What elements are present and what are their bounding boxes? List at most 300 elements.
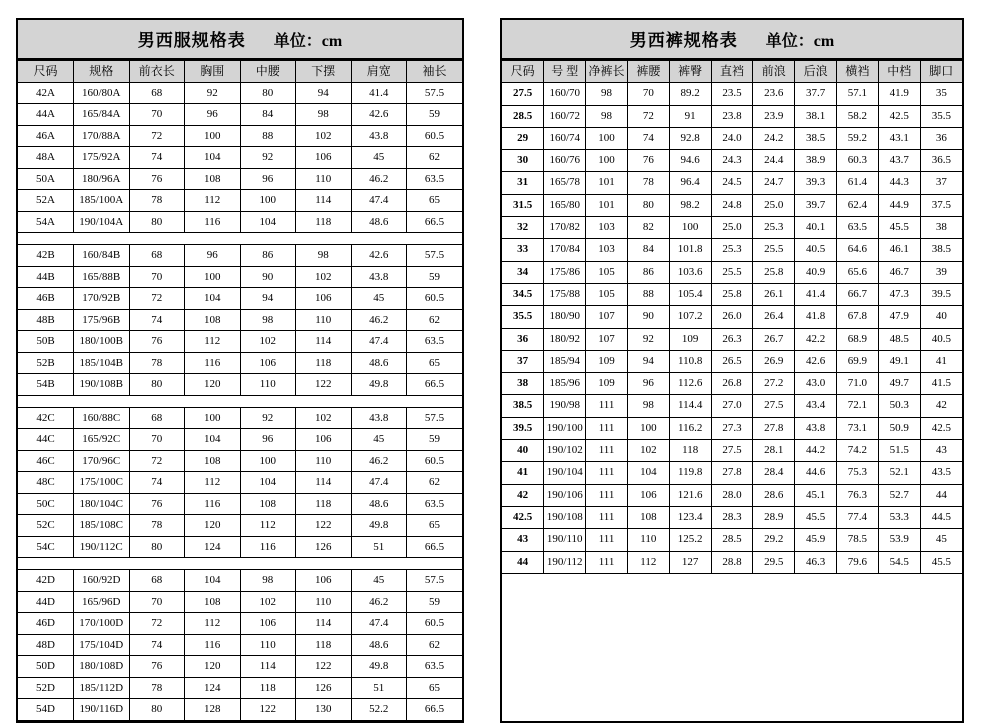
table-cell: 37.5: [920, 194, 962, 216]
table-cell: 98: [240, 309, 296, 331]
table-cell: 44A: [18, 104, 74, 126]
table-row: [502, 261, 962, 283]
table-cell: 26.9: [753, 350, 795, 372]
col-header: 尺码: [502, 61, 544, 83]
table-cell: 46.7: [878, 261, 920, 283]
table-cell: 57.1: [837, 83, 879, 105]
table-cell: 190/104A: [74, 211, 130, 233]
trouser-spec-table: [502, 60, 962, 574]
table-cell: 77.4: [837, 506, 879, 528]
table-row: [18, 536, 462, 558]
table-row: [502, 172, 962, 194]
group-spacer-cell: [18, 558, 462, 570]
table-cell: 42C: [18, 407, 74, 429]
table-cell: 190/108: [544, 506, 586, 528]
size-cell: 38: [502, 373, 544, 395]
table-cell: 57.5: [407, 245, 463, 267]
size-cell: 37: [502, 350, 544, 372]
size-cell: 33: [502, 239, 544, 261]
table-cell: 66.5: [407, 699, 463, 721]
table-cell: 122: [296, 656, 352, 678]
table-cell: 82: [627, 217, 669, 239]
size-cell: 41: [502, 462, 544, 484]
table-cell: 54B: [18, 374, 74, 396]
table-cell: 26.7: [753, 328, 795, 350]
table-cell: 190/112: [544, 551, 586, 573]
table-cell: 80: [129, 211, 185, 233]
table-cell: 48.6: [351, 352, 407, 374]
size-cell: 30: [502, 150, 544, 172]
table-cell: 65: [407, 515, 463, 537]
table-cell: 104: [240, 211, 296, 233]
table-cell: 57.5: [407, 407, 463, 429]
table-cell: 96: [240, 429, 296, 451]
size-cell: 32: [502, 217, 544, 239]
table-cell: 78: [129, 190, 185, 212]
group-spacer: [18, 233, 462, 245]
table-cell: 35.5: [920, 105, 962, 127]
table-cell: 160/76: [544, 150, 586, 172]
table-cell: 90: [240, 266, 296, 288]
table-cell: 94: [240, 288, 296, 310]
table-cell: 42.5: [920, 417, 962, 439]
table-cell: 185/112D: [74, 677, 130, 699]
table-cell: 80: [129, 374, 185, 396]
col-header: 裤臀: [669, 61, 711, 83]
table-cell: 52D: [18, 677, 74, 699]
table-row: [18, 352, 462, 374]
table-cell: 46A: [18, 125, 74, 147]
table-cell: 110.8: [669, 350, 711, 372]
table-cell: 28.6: [753, 484, 795, 506]
table-cell: 29.2: [753, 529, 795, 551]
table-header-row: [502, 61, 962, 83]
table-cell: 49.1: [878, 350, 920, 372]
size-cell: 38.5: [502, 395, 544, 417]
table-cell: 48.5: [878, 328, 920, 350]
table-cell: 47.4: [351, 613, 407, 635]
table-cell: 180/90: [544, 306, 586, 328]
table-row: [502, 328, 962, 350]
table-row: [18, 288, 462, 310]
table-cell: 180/92: [544, 328, 586, 350]
table-cell: 44C: [18, 429, 74, 451]
table-cell: 66.5: [407, 536, 463, 558]
size-cell: 27.5: [502, 83, 544, 105]
table-cell: 60.5: [407, 613, 463, 635]
table-cell: 45: [920, 529, 962, 551]
table-cell: 28.0: [711, 484, 753, 506]
table-cell: 94: [296, 82, 352, 104]
table-cell: 57.5: [407, 570, 463, 592]
table-cell: 72: [129, 613, 185, 635]
table-cell: 80: [627, 194, 669, 216]
table-cell: 29.5: [753, 551, 795, 573]
table-cell: 100: [185, 407, 241, 429]
table-row: [502, 462, 962, 484]
table-cell: 116.2: [669, 417, 711, 439]
table-cell: 68: [129, 570, 185, 592]
table-cell: 78: [129, 515, 185, 537]
group-spacer-cell: [18, 395, 462, 407]
table-cell: 63.5: [407, 168, 463, 190]
table-cell: 106: [627, 484, 669, 506]
table-cell: 36.5: [920, 150, 962, 172]
table-cell: 45.9: [795, 529, 837, 551]
table-cell: 107.2: [669, 306, 711, 328]
table-cell: 116: [185, 493, 241, 515]
table-cell: 24.4: [753, 150, 795, 172]
col-header: 脚口: [920, 61, 962, 83]
table-cell: 42D: [18, 570, 74, 592]
table-cell: 62.4: [837, 194, 879, 216]
table-cell: 111: [586, 484, 628, 506]
table-row: [18, 570, 462, 592]
table-cell: 51.5: [878, 440, 920, 462]
table-cell: 54D: [18, 699, 74, 721]
col-header: 肩宽: [351, 61, 407, 83]
table-cell: 80: [240, 82, 296, 104]
trouser-title-text: 男西裤规格表: [629, 31, 738, 50]
table-cell: 44D: [18, 591, 74, 613]
table-cell: 112: [185, 472, 241, 494]
table-cell: 160/80A: [74, 82, 130, 104]
table-cell: 78: [129, 677, 185, 699]
table-cell: 27.3: [711, 417, 753, 439]
table-cell: 62: [407, 309, 463, 331]
table-cell: 24.8: [711, 194, 753, 216]
table-cell: 78.5: [837, 529, 879, 551]
table-cell: 24.5: [711, 172, 753, 194]
table-row: [18, 472, 462, 494]
table-cell: 23.9: [753, 105, 795, 127]
table-cell: 45: [351, 429, 407, 451]
table-cell: 79.6: [837, 551, 879, 573]
table-cell: 66.5: [407, 211, 463, 233]
table-cell: 100: [240, 190, 296, 212]
table-cell: 42.6: [351, 104, 407, 126]
table-cell: 40.5: [920, 328, 962, 350]
size-cell: 31: [502, 172, 544, 194]
table-cell: 46.2: [351, 309, 407, 331]
table-cell: 100: [586, 127, 628, 149]
table-cell: 59: [407, 429, 463, 451]
table-cell: 47.4: [351, 472, 407, 494]
size-cell: 34: [502, 261, 544, 283]
table-cell: 110: [296, 168, 352, 190]
table-cell: 124: [185, 536, 241, 558]
table-row: [18, 656, 462, 678]
table-cell: 128: [185, 699, 241, 721]
table-cell: 41: [920, 350, 962, 372]
table-row: [18, 125, 462, 147]
table-cell: 64.6: [837, 239, 879, 261]
table-cell: 25.5: [753, 239, 795, 261]
table-cell: 26.3: [711, 328, 753, 350]
table-cell: 60.5: [407, 450, 463, 472]
table-cell: 54A: [18, 211, 74, 233]
table-row: [502, 506, 962, 528]
table-cell: 44.6: [795, 462, 837, 484]
table-cell: 25.3: [753, 217, 795, 239]
table-cell: 110: [296, 309, 352, 331]
table-row: [502, 105, 962, 127]
table-row: [18, 211, 462, 233]
table-row: [502, 306, 962, 328]
table-cell: 38.9: [795, 150, 837, 172]
table-cell: 45.5: [920, 551, 962, 573]
table-cell: 92: [240, 147, 296, 169]
table-cell: 52.2: [351, 699, 407, 721]
table-cell: 102: [240, 331, 296, 353]
table-cell: 41.5: [920, 373, 962, 395]
table-row: [502, 551, 962, 573]
table-cell: 52.7: [878, 484, 920, 506]
table-cell: 46.2: [351, 450, 407, 472]
table-cell: 94: [627, 350, 669, 372]
size-cell: 43: [502, 529, 544, 551]
table-cell: 105: [586, 283, 628, 305]
table-cell: 106: [240, 352, 296, 374]
suit-spec-title: [18, 20, 462, 60]
table-cell: 127: [669, 551, 711, 573]
table-cell: 185/104B: [74, 352, 130, 374]
table-cell: 52B: [18, 352, 74, 374]
col-header: 中档: [878, 61, 920, 83]
table-cell: 111: [586, 462, 628, 484]
table-cell: 48.6: [351, 493, 407, 515]
table-cell: 78: [129, 352, 185, 374]
table-cell: 61.4: [837, 172, 879, 194]
size-cell: 39.5: [502, 417, 544, 439]
size-cell: 44: [502, 551, 544, 573]
table-cell: 165/88B: [74, 266, 130, 288]
table-cell: 118: [296, 211, 352, 233]
table-cell: 80: [129, 699, 185, 721]
table-row: [18, 450, 462, 472]
table-row: [18, 331, 462, 353]
table-cell: 170/92B: [74, 288, 130, 310]
table-cell: 108: [185, 450, 241, 472]
table-cell: 91: [669, 105, 711, 127]
table-row: [502, 373, 962, 395]
table-cell: 43.1: [878, 127, 920, 149]
table-cell: 59: [407, 266, 463, 288]
table-cell: 112: [185, 190, 241, 212]
table-cell: 53.3: [878, 506, 920, 528]
table-cell: 70: [627, 83, 669, 105]
table-cell: 104: [185, 288, 241, 310]
table-cell: 114: [296, 331, 352, 353]
table-cell: 43.7: [878, 150, 920, 172]
table-cell: 116: [185, 634, 241, 656]
table-cell: 63.5: [837, 217, 879, 239]
table-cell: 108: [627, 506, 669, 528]
table-cell: 28.5: [711, 529, 753, 551]
table-cell: 52C: [18, 515, 74, 537]
table-cell: 40.9: [795, 261, 837, 283]
table-cell: 86: [240, 245, 296, 267]
table-row: [18, 634, 462, 656]
table-cell: 51: [351, 536, 407, 558]
table-cell: 65: [407, 352, 463, 374]
table-cell: 39.5: [920, 283, 962, 305]
suit-spec-panel: [16, 18, 464, 723]
table-cell: 49.8: [351, 374, 407, 396]
table-row: [18, 613, 462, 635]
table-cell: 102: [296, 125, 352, 147]
table-cell: 26.1: [753, 283, 795, 305]
suit-spec-table: [18, 60, 462, 721]
table-cell: 111: [586, 417, 628, 439]
table-row: [18, 374, 462, 396]
table-cell: 112: [627, 551, 669, 573]
table-cell: 112: [240, 515, 296, 537]
table-cell: 175/96B: [74, 309, 130, 331]
table-cell: 47.4: [351, 190, 407, 212]
table-cell: 165/92C: [74, 429, 130, 451]
table-cell: 48B: [18, 309, 74, 331]
col-header: 胸围: [185, 61, 241, 83]
table-header-row: [18, 61, 462, 83]
group-spacer-cell: [18, 233, 462, 245]
table-cell: 47.3: [878, 283, 920, 305]
table-cell: 42B: [18, 245, 74, 267]
table-cell: 180/100B: [74, 331, 130, 353]
col-header: 中腰: [240, 61, 296, 83]
table-cell: 109: [586, 373, 628, 395]
table-cell: 27.0: [711, 395, 753, 417]
table-cell: 70: [129, 591, 185, 613]
table-cell: 175/92A: [74, 147, 130, 169]
table-cell: 45: [351, 288, 407, 310]
table-row: [18, 591, 462, 613]
table-cell: 28.9: [753, 506, 795, 528]
table-cell: 42: [920, 395, 962, 417]
table-cell: 46.3: [795, 551, 837, 573]
table-cell: 98: [296, 245, 352, 267]
table-cell: 44: [920, 484, 962, 506]
trouser-spec-panel: [500, 18, 964, 723]
table-cell: 170/100D: [74, 613, 130, 635]
table-cell: 41.4: [795, 283, 837, 305]
table-cell: 45.5: [795, 506, 837, 528]
table-cell: 43.4: [795, 395, 837, 417]
table-cell: 57.5: [407, 82, 463, 104]
table-cell: 68.9: [837, 328, 879, 350]
table-cell: 25.8: [753, 261, 795, 283]
table-cell: 45: [351, 147, 407, 169]
table-cell: 50B: [18, 331, 74, 353]
table-cell: 37.7: [795, 83, 837, 105]
trouser-spec-title: [502, 20, 962, 60]
table-cell: 190/98: [544, 395, 586, 417]
table-cell: 47.4: [351, 331, 407, 353]
table-cell: 48.6: [351, 634, 407, 656]
table-cell: 190/108B: [74, 374, 130, 396]
table-cell: 50.9: [878, 417, 920, 439]
table-cell: 62: [407, 472, 463, 494]
table-cell: 27.8: [711, 462, 753, 484]
table-cell: 63.5: [407, 331, 463, 353]
table-cell: 108: [185, 591, 241, 613]
table-cell: 25.8: [711, 283, 753, 305]
table-cell: 84: [627, 239, 669, 261]
table-cell: 68: [129, 407, 185, 429]
table-cell: 116: [185, 211, 241, 233]
col-header: 后浪: [795, 61, 837, 83]
table-cell: 104: [185, 147, 241, 169]
table-cell: 160/72: [544, 105, 586, 127]
table-cell: 98: [586, 83, 628, 105]
size-cell: 42.5: [502, 506, 544, 528]
table-cell: 175/104D: [74, 634, 130, 656]
table-cell: 160/74: [544, 127, 586, 149]
table-cell: 118: [240, 677, 296, 699]
table-cell: 63.5: [407, 493, 463, 515]
table-cell: 100: [669, 217, 711, 239]
table-row: [18, 168, 462, 190]
table-cell: 48A: [18, 147, 74, 169]
table-cell: 27.5: [711, 440, 753, 462]
table-cell: 78: [627, 172, 669, 194]
table-cell: 27.8: [753, 417, 795, 439]
table-cell: 24.0: [711, 127, 753, 149]
table-cell: 165/80: [544, 194, 586, 216]
table-cell: 40.5: [795, 239, 837, 261]
table-cell: 74: [129, 634, 185, 656]
table-cell: 100: [185, 266, 241, 288]
table-cell: 59.2: [837, 127, 879, 149]
table-cell: 42.2: [795, 328, 837, 350]
table-cell: 43.5: [920, 462, 962, 484]
table-cell: 190/100: [544, 417, 586, 439]
table-cell: 102: [296, 407, 352, 429]
table-cell: 60.5: [407, 288, 463, 310]
table-cell: 170/84: [544, 239, 586, 261]
table-cell: 60.5: [407, 125, 463, 147]
table-cell: 101.8: [669, 239, 711, 261]
table-row: [18, 493, 462, 515]
table-cell: 44B: [18, 266, 74, 288]
table-cell: 190/102: [544, 440, 586, 462]
table-cell: 108: [185, 168, 241, 190]
table-row: [18, 407, 462, 429]
table-cell: 49.8: [351, 656, 407, 678]
table-cell: 38: [920, 217, 962, 239]
table-cell: 48D: [18, 634, 74, 656]
table-cell: 126: [296, 677, 352, 699]
table-cell: 120: [185, 515, 241, 537]
table-cell: 130: [296, 699, 352, 721]
table-cell: 107: [586, 306, 628, 328]
table-cell: 180/104C: [74, 493, 130, 515]
table-row: [18, 104, 462, 126]
table-cell: 124: [185, 677, 241, 699]
table-cell: 48.6: [351, 211, 407, 233]
table-cell: 190/112C: [74, 536, 130, 558]
table-cell: 125.2: [669, 529, 711, 551]
table-cell: 49.8: [351, 515, 407, 537]
table-cell: 52.1: [878, 462, 920, 484]
trouser-unit-value: cm: [813, 33, 835, 50]
table-cell: 114: [296, 472, 352, 494]
table-cell: 105: [586, 261, 628, 283]
table-cell: 92: [240, 407, 296, 429]
table-cell: 116: [185, 352, 241, 374]
table-cell: 175/86: [544, 261, 586, 283]
table-cell: 76: [129, 493, 185, 515]
